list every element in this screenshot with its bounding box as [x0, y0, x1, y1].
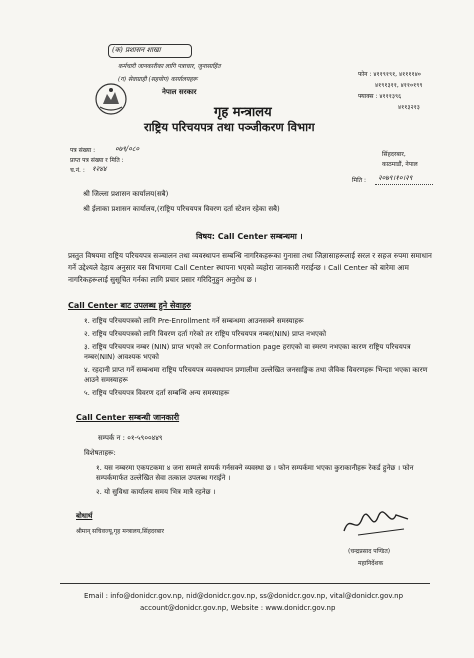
signatory-title: महानिर्देशक: [358, 560, 384, 567]
features-label: विशेषताहरू:: [84, 449, 116, 457]
recipient-line-2: श्री ईलाका प्रशासन कार्यालय,(राष्ट्रिय परिचयपत्र विवरण दर्ता स्टेशन रहेका सबै): [83, 205, 280, 213]
address-line-1: सिंहदरबार,: [382, 151, 406, 158]
phone-line-2: ४१९१३११, ४११०१९९: [375, 82, 423, 89]
list-item: १. यस नम्बरमा एकपटकमा ४ जना सम्मले सम्पर्क गर्नसक्ने व्यवस्था छ । फोन सम्पर्कमा भएका कुराकानीहरू रेकर्ड हुनेछ । फोन सम्पर्कमार्फत उल्लेखित सेवा तत्काल उपलब्ध गराईने ।: [96, 464, 414, 482]
intro-paragraph: प्रस्तुत विषयमा राष्ट्रिय परिचयपत्र सञ्चालन तथा व्यवस्थापन सम्बन्धि नागरिकहरूका गुनासा तथा जिज्ञासाहरूलाई सरल र सहज रुपमा समाधान गर्ने उद्देश्यले देहाय अनुसार यस विभागमा Call Center स्थापना भएको व्यहोरा जानकारी गराईन्छ । Call Center को बारेमा आम नागरिकहरूलाई सुसूचित गर्नका लागि प्रचार प्रसार गरिदिनुहुन अनुरोध छ ।: [68, 251, 432, 284]
list-item: २. यो सुविधा कार्यालय समय भित्र मात्रै रहनेछ ।: [96, 488, 216, 496]
subject-label: विषय:: [196, 232, 215, 241]
fax-line-2: ४११३२१३: [398, 104, 420, 111]
footer-website: account@donidcr.gov.np, Website : www.donidcr.gov.np: [140, 604, 336, 612]
cc-line-1: श्रीमान् सचिवज्यू,गृह मन्त्रालय,सिंहदरबार: [76, 528, 164, 535]
date-underline: [375, 184, 433, 186]
services-list: [84, 316, 429, 398]
date-value: २०७९।१०।२९: [378, 174, 413, 182]
subject-line: [196, 231, 303, 242]
letter-no-value: ०७९/०८०: [115, 145, 140, 153]
footer-emails: Email : info@donidcr.gov.np, nid@donidcr.gov.np, ss@donidcr.gov.np, vital@donidcr.gov.np: [84, 592, 404, 600]
contact-number: सम्पर्क न : ०१-५९००४४९: [98, 434, 163, 442]
features-list: [96, 463, 441, 497]
nepal-emblem-icon: [94, 82, 128, 116]
recipient-line-1: श्री जिल्ला प्रशासन कार्यालय(सबै): [83, 190, 169, 198]
list-item: १. राष्ट्रिय परिचयपत्रको लागि Pre-Enrollment गर्ने सम्बन्धमा आउनसक्ने समस्याहरू: [84, 317, 304, 325]
phone-line-1: फोन : ४११९१९१, ४११११४०: [358, 71, 421, 78]
annotation-box: [108, 44, 192, 58]
list-item: ५. राष्ट्रिय परिचयपत्र विवरण दर्ता सम्बन्धि अन्य समस्याहरू: [84, 389, 230, 397]
chalani-value: १२४४: [92, 165, 107, 173]
signatory-name: (चन्द्रप्रसाद पण्डित): [348, 548, 391, 555]
department-title: राष्ट्रिय परिचयपत्र तथा पञ्जीकरण विभाग: [144, 120, 315, 134]
address-line-2: काठमाडौं, नेपाल: [382, 161, 418, 168]
signature-icon: [338, 505, 418, 543]
ministry-title: गृह मन्त्रालय: [214, 105, 272, 120]
fax-line-1: फ्याक्स : ४१११३९६: [358, 93, 402, 100]
cc-label: बोधार्थ: [76, 512, 93, 520]
annotation-line-2: कर्मचारी जानकारीका लागि पत्राचार, जुनासाहिंत: [118, 63, 221, 70]
footer-divider: [60, 583, 430, 584]
list-item: ३. राष्ट्रिय परिचयपत्र नम्बर (NIN) प्राप्त भएको तर Conformation page हराएको वा स्मरण नभएका कारण राष्ट्रिय परिचयपत्र नम्बर(NIN) आवश्यक भएको: [84, 343, 411, 361]
date-label: मिति :: [352, 177, 367, 184]
chalani-label: च.नं. :: [70, 167, 85, 174]
subject-text: Call Center सम्बन्धमा ।: [217, 232, 303, 241]
call-center-info-heading: Call Center सम्बन्धी जानकारी: [76, 413, 180, 422]
letter-no-label: पत्र संख्या :: [70, 147, 96, 154]
list-item: ४. रहदानी प्राप्त गर्ने सम्बन्धमा राष्ट्रिय परिचयपत्र व्यवस्थापन प्रणालीमा उल्लेखित जनसाङ्खिक तथा जैविक विवरणहरू भिन्दाा भएका कारण आउने समस्याहरू: [84, 366, 428, 384]
annotation-line-3: (ग) सेवाग्राही (सहयोग) कार्यालयहरू: [118, 76, 198, 83]
list-item: २. राष्ट्रिय परिचयपत्रको लागि विवरण दर्ता गरेको तर राष्ट्रिय परिचयपत्र नम्बर(NIN) प्राप्त नभएको: [84, 330, 327, 338]
services-heading: Call Center बाट उपलब्ध हुने सेवाहरु: [68, 301, 191, 310]
dispatch-label: प्राप्त पत्र संख्या र मिति :: [70, 157, 124, 164]
annotation-line-1: (क) प्रशासन शाखा: [112, 46, 161, 54]
govt-label: नेपाल सरकार: [162, 88, 197, 96]
